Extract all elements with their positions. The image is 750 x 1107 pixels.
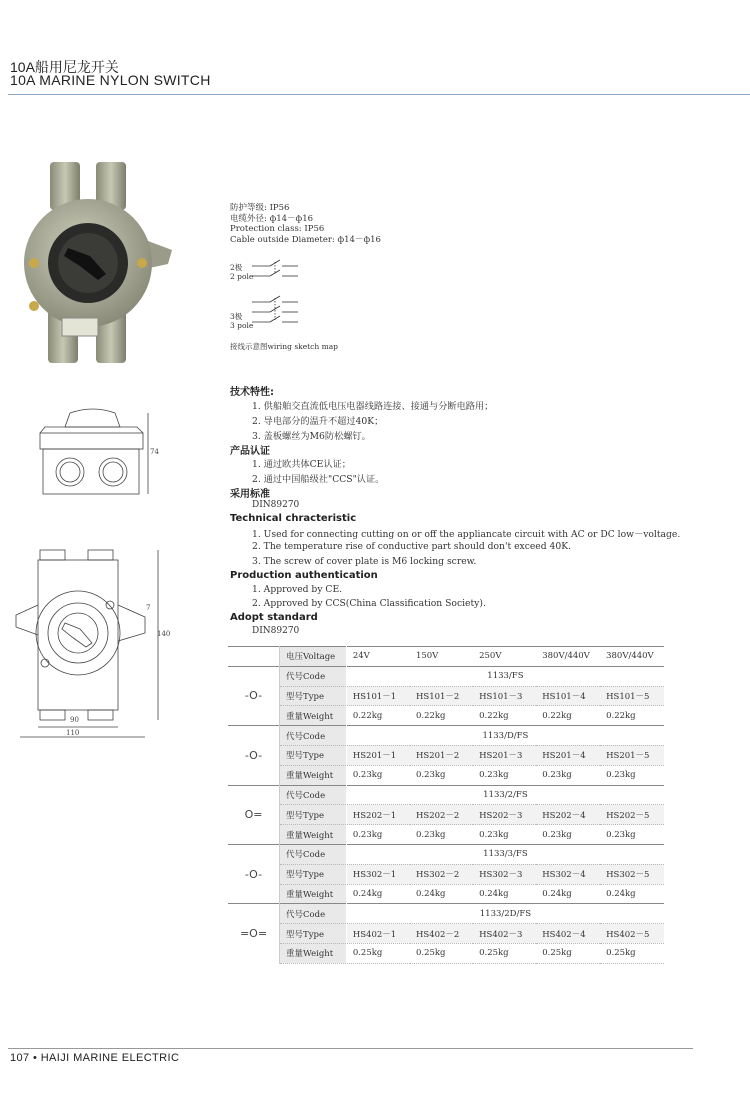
row-label: 代号Code bbox=[280, 844, 347, 864]
spec-cable-cn: 电缆外径: ф14－ф16 bbox=[230, 213, 314, 224]
front-view-drawing bbox=[10, 545, 170, 745]
wiring-symbol: O= bbox=[244, 808, 263, 822]
table-row-voltage bbox=[228, 647, 664, 667]
wiring-2pole-cn: 2极 bbox=[230, 263, 243, 272]
page-title-cn: 10A船用尼龙开关 bbox=[10, 59, 119, 75]
table-row bbox=[228, 943, 664, 963]
type-value: HS101－2 bbox=[410, 686, 473, 706]
row-label: 代号Code bbox=[280, 785, 347, 805]
row-label: 重量Weight bbox=[280, 943, 347, 963]
table-row bbox=[228, 745, 664, 765]
type-value: HS201－4 bbox=[536, 745, 600, 765]
row-label: 型号Type bbox=[280, 924, 347, 944]
wiring-symbol-cell bbox=[228, 785, 280, 844]
en-cert-item-2: 2. Approved by CCS(China Classification Society). bbox=[252, 598, 486, 609]
dim-front-width-inner: 90 bbox=[70, 716, 79, 724]
cn-std-title: 采用标准 bbox=[230, 489, 270, 500]
voltage-5: 380V/440V bbox=[600, 647, 664, 667]
cn-cert-title: 产品认证 bbox=[230, 446, 270, 457]
cn-tech-item-3: 3. 盖板螺丝为M6防松螺钉。 bbox=[252, 431, 371, 442]
weight-value: 0.22kg bbox=[346, 706, 410, 726]
type-value: HS101－5 bbox=[600, 686, 664, 706]
type-value: HS201－2 bbox=[410, 745, 473, 765]
type-value: HS302－4 bbox=[536, 864, 600, 884]
wiring-2pole-diagram bbox=[252, 258, 312, 282]
weight-value: 0.22kg bbox=[410, 706, 473, 726]
spec-protection-en: Protection class: IP56 bbox=[230, 224, 325, 234]
type-value: HS402－5 bbox=[600, 924, 664, 944]
wiring-2pole-en: 2 pole bbox=[230, 271, 254, 281]
weight-value: 0.22kg bbox=[473, 706, 536, 726]
row-label: 代号Code bbox=[280, 666, 347, 686]
footer-divider bbox=[8, 1048, 693, 1049]
en-tech-item-3: 3. The screw of cover plate is M6 locking screw. bbox=[252, 556, 477, 567]
wiring-symbol: -O- bbox=[244, 867, 263, 881]
wiring-3pole-label bbox=[230, 313, 253, 330]
header-divider bbox=[8, 94, 750, 95]
wiring-symbol-cell bbox=[228, 844, 280, 903]
type-value: HS101－4 bbox=[536, 686, 600, 706]
en-cert-title: Production authentication bbox=[230, 570, 378, 581]
spec-protection-cn: 防护等级: IP56 bbox=[230, 203, 290, 213]
cn-tech-title: 技术特性: bbox=[230, 387, 274, 398]
weight-value: 0.24kg bbox=[536, 884, 600, 904]
cn-tech-item-1: 1. 供船舶交直流低电压电器线路连接、接通与分断电路用； bbox=[252, 401, 494, 412]
side-view-drawing bbox=[25, 405, 155, 500]
page-footer: 107 • HAIJI MARINE ELECTRIC bbox=[10, 1052, 180, 1064]
voltage-4: 380V/440V bbox=[536, 647, 600, 667]
table-row bbox=[228, 825, 664, 845]
code-value: 1133/2D/FS bbox=[346, 904, 664, 924]
weight-value: 0.23kg bbox=[346, 765, 410, 785]
page-title-en: 10A MARINE NYLON SWITCH bbox=[10, 72, 211, 88]
row-label: 型号Type bbox=[280, 864, 347, 884]
wiring-2pole-label bbox=[230, 264, 253, 281]
en-std-value: DIN89270 bbox=[252, 626, 300, 636]
weight-value: 0.22kg bbox=[536, 706, 600, 726]
wiring-symbol: =O= bbox=[239, 927, 268, 941]
weight-value: 0.23kg bbox=[473, 825, 536, 845]
wiring-3pole-en: 3 pole bbox=[230, 320, 254, 330]
row-label: 型号Type bbox=[280, 686, 347, 706]
cn-cert-item-2: 2. 通过中国船级社"CCS"认证。 bbox=[252, 474, 385, 485]
cn-cert-item-1: 1. 通过欧共体CE认证； bbox=[252, 459, 351, 470]
wiring-3pole-cn: 3极 bbox=[230, 312, 243, 321]
dim-front-width-outer: 110 bbox=[66, 729, 80, 737]
type-value: HS402－2 bbox=[410, 924, 473, 944]
type-value: HS202－5 bbox=[600, 805, 664, 825]
type-value: HS201－5 bbox=[600, 745, 664, 765]
type-value: HS201－1 bbox=[346, 745, 410, 765]
code-value: 1133/D/FS bbox=[346, 726, 664, 746]
table-groups bbox=[228, 666, 664, 963]
table-row bbox=[228, 785, 664, 805]
weight-value: 0.23kg bbox=[536, 825, 600, 845]
wiring-symbol-cell bbox=[228, 904, 280, 963]
weight-value: 0.23kg bbox=[473, 765, 536, 785]
voltage-2: 150V bbox=[410, 647, 473, 667]
table-row bbox=[228, 686, 664, 706]
row-label: 型号Type bbox=[280, 805, 347, 825]
code-value: 1133/2/FS bbox=[346, 785, 664, 805]
dim-small: 7 bbox=[146, 604, 151, 612]
wiring-symbol-cell bbox=[228, 726, 280, 785]
table-row bbox=[228, 924, 664, 944]
type-value: HS101－1 bbox=[346, 686, 410, 706]
weight-value: 0.25kg bbox=[410, 943, 473, 963]
row-label: 代号Code bbox=[280, 726, 347, 746]
table-corner-cell bbox=[228, 647, 280, 667]
weight-value: 0.24kg bbox=[600, 884, 664, 904]
type-value: HS202－2 bbox=[410, 805, 473, 825]
row-label: 重量Weight bbox=[280, 825, 347, 845]
type-value: HS302－1 bbox=[346, 864, 410, 884]
weight-value: 0.23kg bbox=[410, 825, 473, 845]
type-value: HS302－5 bbox=[600, 864, 664, 884]
type-value: HS302－3 bbox=[473, 864, 536, 884]
table-row bbox=[228, 904, 664, 924]
wiring-caption: 接线示意图wiring sketch map bbox=[230, 342, 338, 351]
en-std-title: Adopt standard bbox=[230, 612, 318, 623]
weight-value: 0.24kg bbox=[346, 884, 410, 904]
en-tech-item-2: 2. The temperature rise of conductive part should don't exceed 40K. bbox=[252, 541, 572, 552]
row-label: 型号Type bbox=[280, 745, 347, 765]
weight-value: 0.25kg bbox=[536, 943, 600, 963]
voltage-label: 电压Voltage bbox=[280, 647, 347, 667]
weight-value: 0.25kg bbox=[600, 943, 664, 963]
type-value: HS402－3 bbox=[473, 924, 536, 944]
table-row bbox=[228, 765, 664, 785]
type-value: HS302－2 bbox=[410, 864, 473, 884]
dim-front-height: 140 bbox=[157, 630, 171, 638]
weight-value: 0.24kg bbox=[410, 884, 473, 904]
cn-std-value: DIN89270 bbox=[252, 500, 300, 510]
table-row bbox=[228, 666, 664, 686]
weight-value: 0.22kg bbox=[600, 706, 664, 726]
wiring-3pole-diagram bbox=[252, 294, 312, 328]
dim-side-height: 74 bbox=[150, 448, 159, 456]
code-value: 1133/3/FS bbox=[346, 844, 664, 864]
table-row bbox=[228, 726, 664, 746]
table-row bbox=[228, 844, 664, 864]
spec-table bbox=[228, 646, 664, 964]
wiring-symbol: -O- bbox=[244, 689, 263, 703]
weight-value: 0.23kg bbox=[600, 825, 664, 845]
type-value: HS201－3 bbox=[473, 745, 536, 765]
weight-value: 0.25kg bbox=[473, 943, 536, 963]
table-row bbox=[228, 706, 664, 726]
spec-cable-en: Cable outside Diameter: ф14－ф16 bbox=[230, 234, 381, 245]
wiring-symbol-cell bbox=[228, 666, 280, 725]
product-photo bbox=[18, 158, 180, 370]
table-row bbox=[228, 884, 664, 904]
weight-value: 0.23kg bbox=[346, 825, 410, 845]
cn-tech-item-2: 2. 导电部分的温升不超过40K； bbox=[252, 416, 384, 427]
row-label: 重量Weight bbox=[280, 765, 347, 785]
weight-value: 0.24kg bbox=[473, 884, 536, 904]
en-tech-item-1: 1. Used for connecting cutting on or off the appliancate circuit with AC or DC low－voltage. bbox=[252, 529, 681, 540]
type-value: HS101－3 bbox=[473, 686, 536, 706]
voltage-1: 24V bbox=[346, 647, 410, 667]
type-value: HS202－4 bbox=[536, 805, 600, 825]
voltage-3: 250V bbox=[473, 647, 536, 667]
weight-value: 0.23kg bbox=[600, 765, 664, 785]
en-tech-title: Technical chracteristic bbox=[230, 513, 357, 524]
type-value: HS202－1 bbox=[346, 805, 410, 825]
code-value: 1133/FS bbox=[346, 666, 664, 686]
wiring-symbol: -O- bbox=[244, 748, 263, 762]
table-row bbox=[228, 805, 664, 825]
weight-value: 0.23kg bbox=[536, 765, 600, 785]
row-label: 代号Code bbox=[280, 904, 347, 924]
spec-block bbox=[230, 203, 381, 245]
row-label: 重量Weight bbox=[280, 706, 347, 726]
type-value: HS402－1 bbox=[346, 924, 410, 944]
type-value: HS402－4 bbox=[536, 924, 600, 944]
table-row bbox=[228, 864, 664, 884]
weight-value: 0.23kg bbox=[410, 765, 473, 785]
en-cert-item-1: 1. Approved by CE. bbox=[252, 584, 343, 595]
type-value: HS202－3 bbox=[473, 805, 536, 825]
weight-value: 0.25kg bbox=[346, 943, 410, 963]
row-label: 重量Weight bbox=[280, 884, 347, 904]
